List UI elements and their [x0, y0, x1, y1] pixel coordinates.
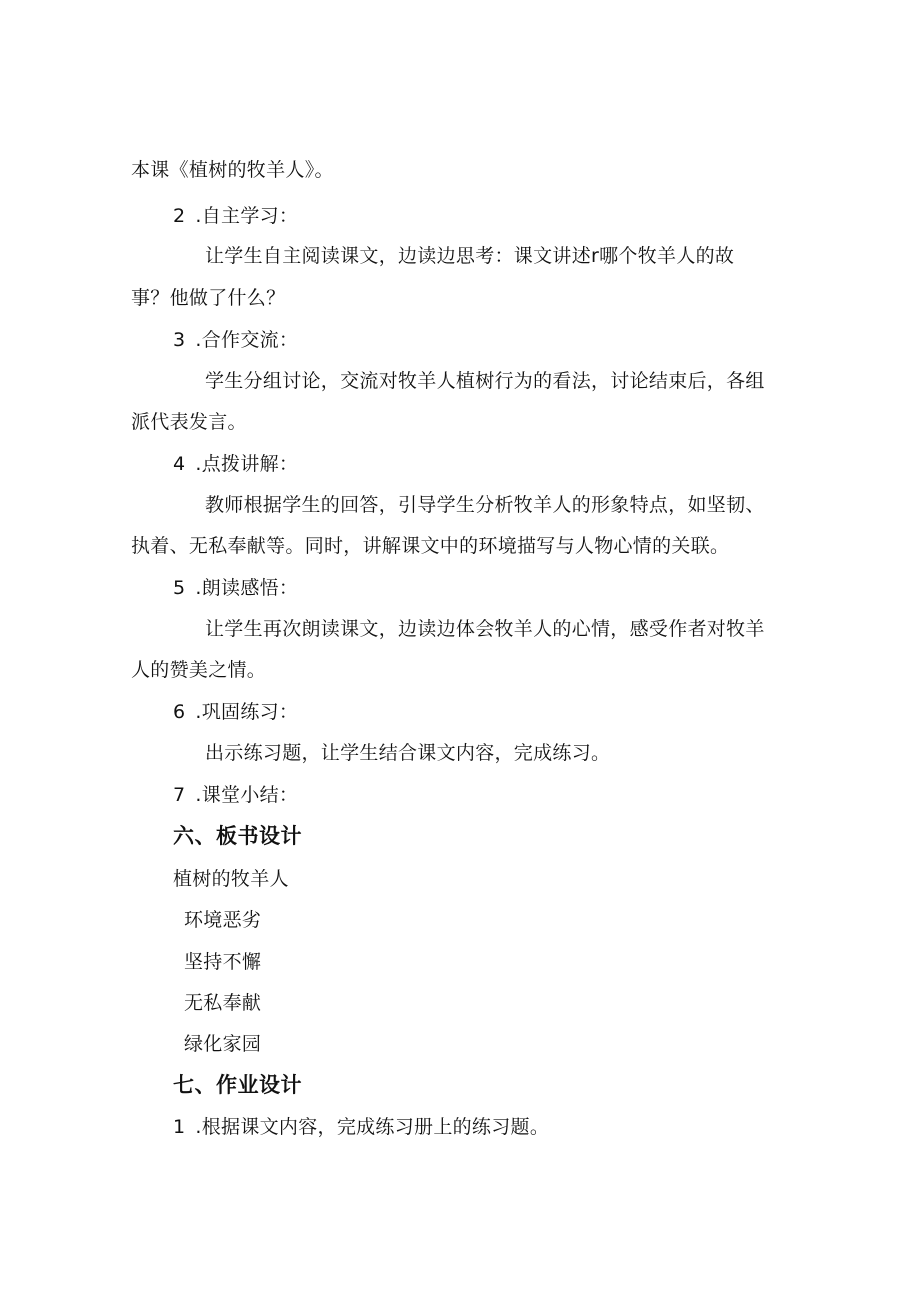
board-item-4: 绿化家园	[184, 1033, 262, 1055]
step-7-number: 7	[173, 784, 186, 806]
step-2-number: 2	[173, 205, 186, 227]
step-6-title	[173, 699, 298, 725]
step-3-title	[173, 327, 298, 353]
step-5-number: 5	[173, 577, 186, 599]
step-4-title	[173, 451, 298, 477]
step-2-title-text: .自主学习：	[195, 205, 299, 227]
step-2-line-1: 让学生自主阅读课文，边读边思考：课文讲述r哪个牧羊人的故	[205, 245, 735, 267]
homework-item-1-text: .根据课文内容，完成练习册上的练习题。	[195, 1116, 550, 1138]
step-7-title-text: .课堂小结：	[195, 784, 299, 806]
intro-tail-line: 本课《植树的牧羊人》。	[131, 159, 334, 181]
step-5-line-2: 人的赞美之情。	[131, 659, 267, 681]
homework-item-1	[173, 1114, 549, 1140]
step-5-title-text: .朗读感悟：	[195, 577, 299, 599]
step-6-number: 6	[173, 701, 186, 723]
board-item-3: 无私奉献	[184, 992, 262, 1014]
step-5-line-1: 让学生再次朗读课文，边读边体会牧羊人的心情，感受作者对牧羊	[205, 618, 765, 640]
step-4-line-2: 执着、无私奉献等。同时，讲解课文中的环境描写与人物心情的关联。	[131, 535, 730, 557]
step-5-title	[173, 575, 298, 601]
step-4-line-1: 教师根据学生的回答，引导学生分析牧羊人的形象特点，如坚韧、	[205, 494, 765, 516]
step-6-title-text: .巩固练习：	[195, 701, 299, 723]
homework-item-1-number: 1	[173, 1116, 186, 1138]
step-3-number: 3	[173, 329, 186, 351]
homework-design-heading: 七、作业设计	[173, 1073, 302, 1097]
step-2-title	[173, 203, 298, 229]
step-3-line-1: 学生分组讨论，交流对牧羊人植树行为的看法，讨论结束后，各组	[205, 370, 765, 392]
board-item-2: 坚持不懈	[184, 951, 262, 973]
step-3-title-text: .合作交流：	[195, 329, 299, 351]
step-6-line-1: 出示练习题，让学生结合课文内容，完成练习。	[205, 742, 611, 764]
board-design-heading: 六、板书设计	[173, 824, 302, 848]
step-2-line-2: 事？他做了什么？	[131, 287, 286, 309]
step-4-title-text: .点拨讲解：	[195, 453, 299, 475]
board-item-1: 环境恶劣	[184, 909, 262, 931]
step-7-title	[173, 782, 298, 808]
step-4-number: 4	[173, 453, 186, 475]
board-title: 植树的牧羊人	[173, 868, 289, 890]
step-3-line-2: 派代表发言。	[131, 411, 247, 433]
